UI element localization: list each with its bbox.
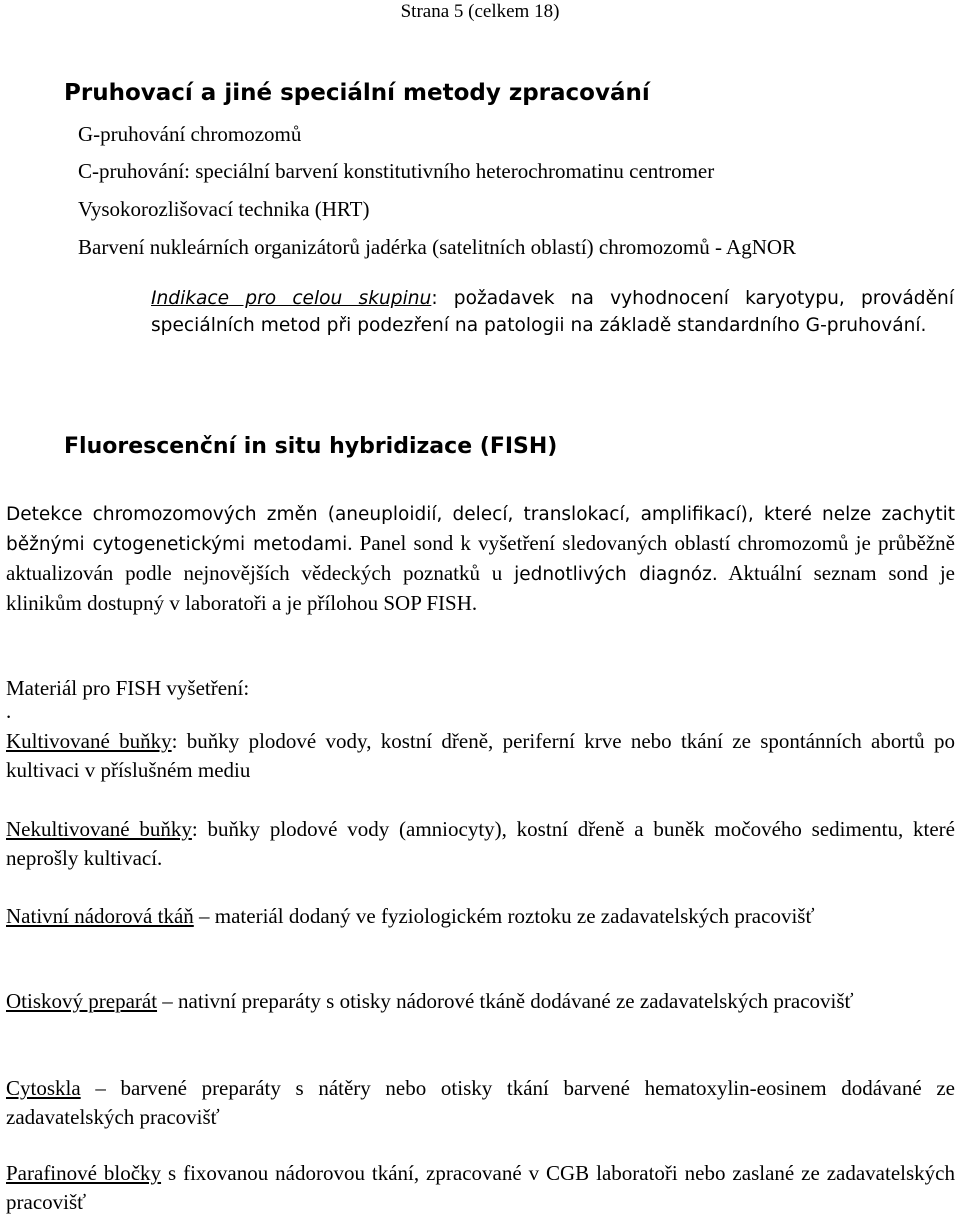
material-description: : buňky plodové vody (amniocyty), kostní dřeně a buněk močového sedimentu, které neprošly kultivací.	[6, 817, 955, 870]
page-number: Strana 5 (celkem 18)	[400, 1, 560, 22]
fish-intro-part: Detekce chromozomových změn (aneuploidií, delecí, translokací, amplifikací), které nelze zachytit běžnými cytogenetickými metodami	[6, 504, 955, 555]
material-heading: Materiál pro FISH vyšetření:	[6, 676, 250, 700]
material-item	[6, 902, 955, 931]
material-item	[6, 815, 955, 873]
fish-intro-paragraph	[6, 499, 955, 618]
material-term: Kultivované buňky	[6, 729, 172, 753]
material-term: Nativní nádorová tkáň	[6, 904, 194, 928]
material-description: – barvené preparáty s nátěry nebo otisky tkání barvené hematoxylin-eosinem dodávané ze zadavatelských pracovišť	[6, 1076, 955, 1129]
material-item	[6, 1159, 955, 1217]
fish-intro-part: . Panel sond k vyšetření sledovaných oblastí chromozomů je průběžně aktualizován podle nejnovějších vědeckých poznatků u	[6, 531, 955, 585]
fish-intro-part: jednotlivých diagnóz.	[514, 564, 718, 585]
indication-text: : požadavek na vyhodnocení karyotypu, provádění speciálních metod při podezření na patologii na základě standardního G-pruhování.	[151, 288, 954, 336]
separator-dot: .	[6, 699, 12, 723]
method-item: G-pruhování chromozomů	[78, 122, 302, 146]
method-item: Barvení nukleárních organizátorů jadérka (satelitních oblastí) chromozomů - AgNOR	[78, 235, 797, 259]
material-description: : buňky plodové vody, kostní dřeně, periferní krve nebo tkání ze spontánních abortů po kultivaci v příslušném mediu	[6, 729, 955, 782]
fish-intro-part: Aktuální seznam sond je klinikům dostupný v laboratoři a je přílohou SOP FISH.	[6, 561, 955, 615]
indication-label: Indikace pro celou skupinu	[151, 288, 432, 309]
method-item: Vysokorozlišovací technika (HRT)	[78, 197, 370, 221]
section-heading-fish: Fluorescenční in situ hybridizace (FISH)	[64, 434, 558, 459]
material-term: Cytoskla	[6, 1076, 81, 1100]
material-term: Parafinové bločky	[6, 1161, 162, 1185]
method-item: C-pruhování: speciální barvení konstitutivního heterochromatinu centromer	[78, 159, 715, 183]
section-heading-banding: Pruhovací a jiné speciální metody zpracování	[64, 80, 650, 106]
material-term: Nekultivované buňky	[6, 817, 192, 841]
material-term: Otiskový preparát	[6, 989, 158, 1013]
material-item	[6, 727, 955, 785]
material-item	[6, 1074, 955, 1132]
material-description: s fixovanou nádorovou tkání, zpracované v CGB laboratoři nebo zaslané ze zadavatelských pracovišť	[6, 1161, 955, 1214]
material-description: – nativní preparáty s otisky nádorové tkáně dodávané ze zadavatelských pracovišť	[157, 989, 854, 1013]
indication-paragraph	[151, 285, 954, 339]
material-item	[6, 987, 955, 1016]
material-description: – materiál dodaný ve fyziologickém roztoku ze zadavatelských pracovišť	[193, 904, 815, 928]
